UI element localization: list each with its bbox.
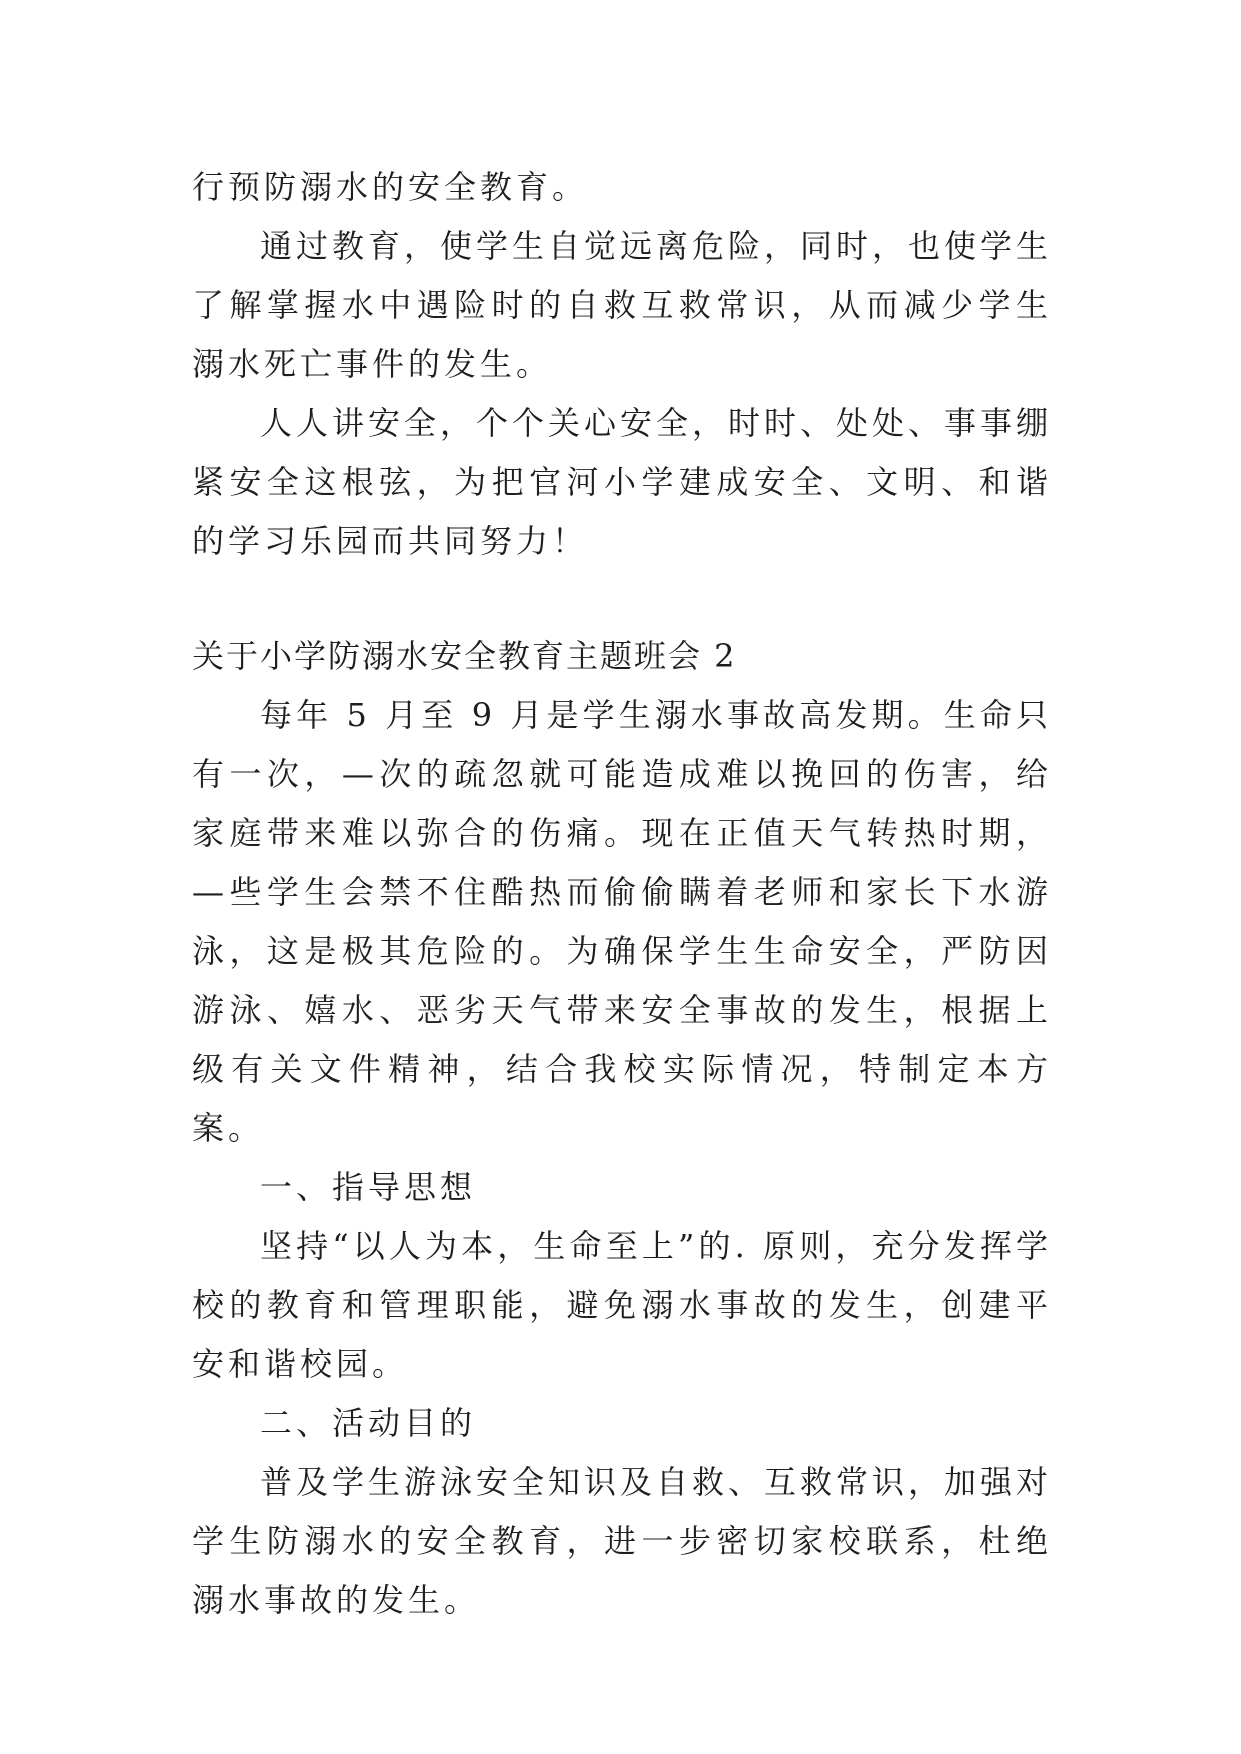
- section-title: 关于小学防溺水安全教育主题班会 2: [192, 637, 737, 675]
- paragraph-intro: 每年 5 月至 9 月是学生溺水事故高发期。生命只有一次，—次的疏忽就可能造成难以挽回的伤害，给家庭带来难以弥合的伤痛。现在正值天气转热时期，—些学生会禁不住酷热而偷偷瞒着老师和家长下水游泳，这是极其危险的。为确保学生生命安全，严防因游泳、嬉水、恶劣天气带来安全事故的发生，根据上级有关文件精神，结合我校实际情况，特制定本方案。: [192, 696, 1052, 1147]
- paragraph-activity-goal: 普及学生游泳安全知识及自救、互救常识，加强对学生防溺水的安全教育，进一步密切家校联系，杜绝溺水事故的发生。: [192, 1463, 1053, 1619]
- document-body: [192, 158, 1052, 1630]
- section-spacer: [192, 571, 1052, 627]
- paragraph-guiding-thought: 坚持“以人为本，生命至上”的. 原则，充分发挥学校的教育和管理职能，避免溺水事故的发生，创建平安和谐校园。: [192, 1227, 1052, 1383]
- paragraph-safety-call: 人人讲安全，个个关心安全，时时、处处、事事绷紧安全这根弦，为把官河小学建成安全、文明、和谐的学习乐园而共同努力！: [192, 404, 1053, 560]
- paragraph-continuation: 行预防溺水的安全教育。: [192, 168, 589, 206]
- heading-activity-goal: 二、活动目的: [260, 1404, 477, 1442]
- paragraph-education-purpose: 通过教育，使学生自觉远离危险，同时，也使学生了解掌握水中遇险时的自救互救常识，从而减少学生溺水死亡事件的发生。: [192, 227, 1053, 383]
- heading-guiding-thought: 一、指导思想: [260, 1168, 477, 1206]
